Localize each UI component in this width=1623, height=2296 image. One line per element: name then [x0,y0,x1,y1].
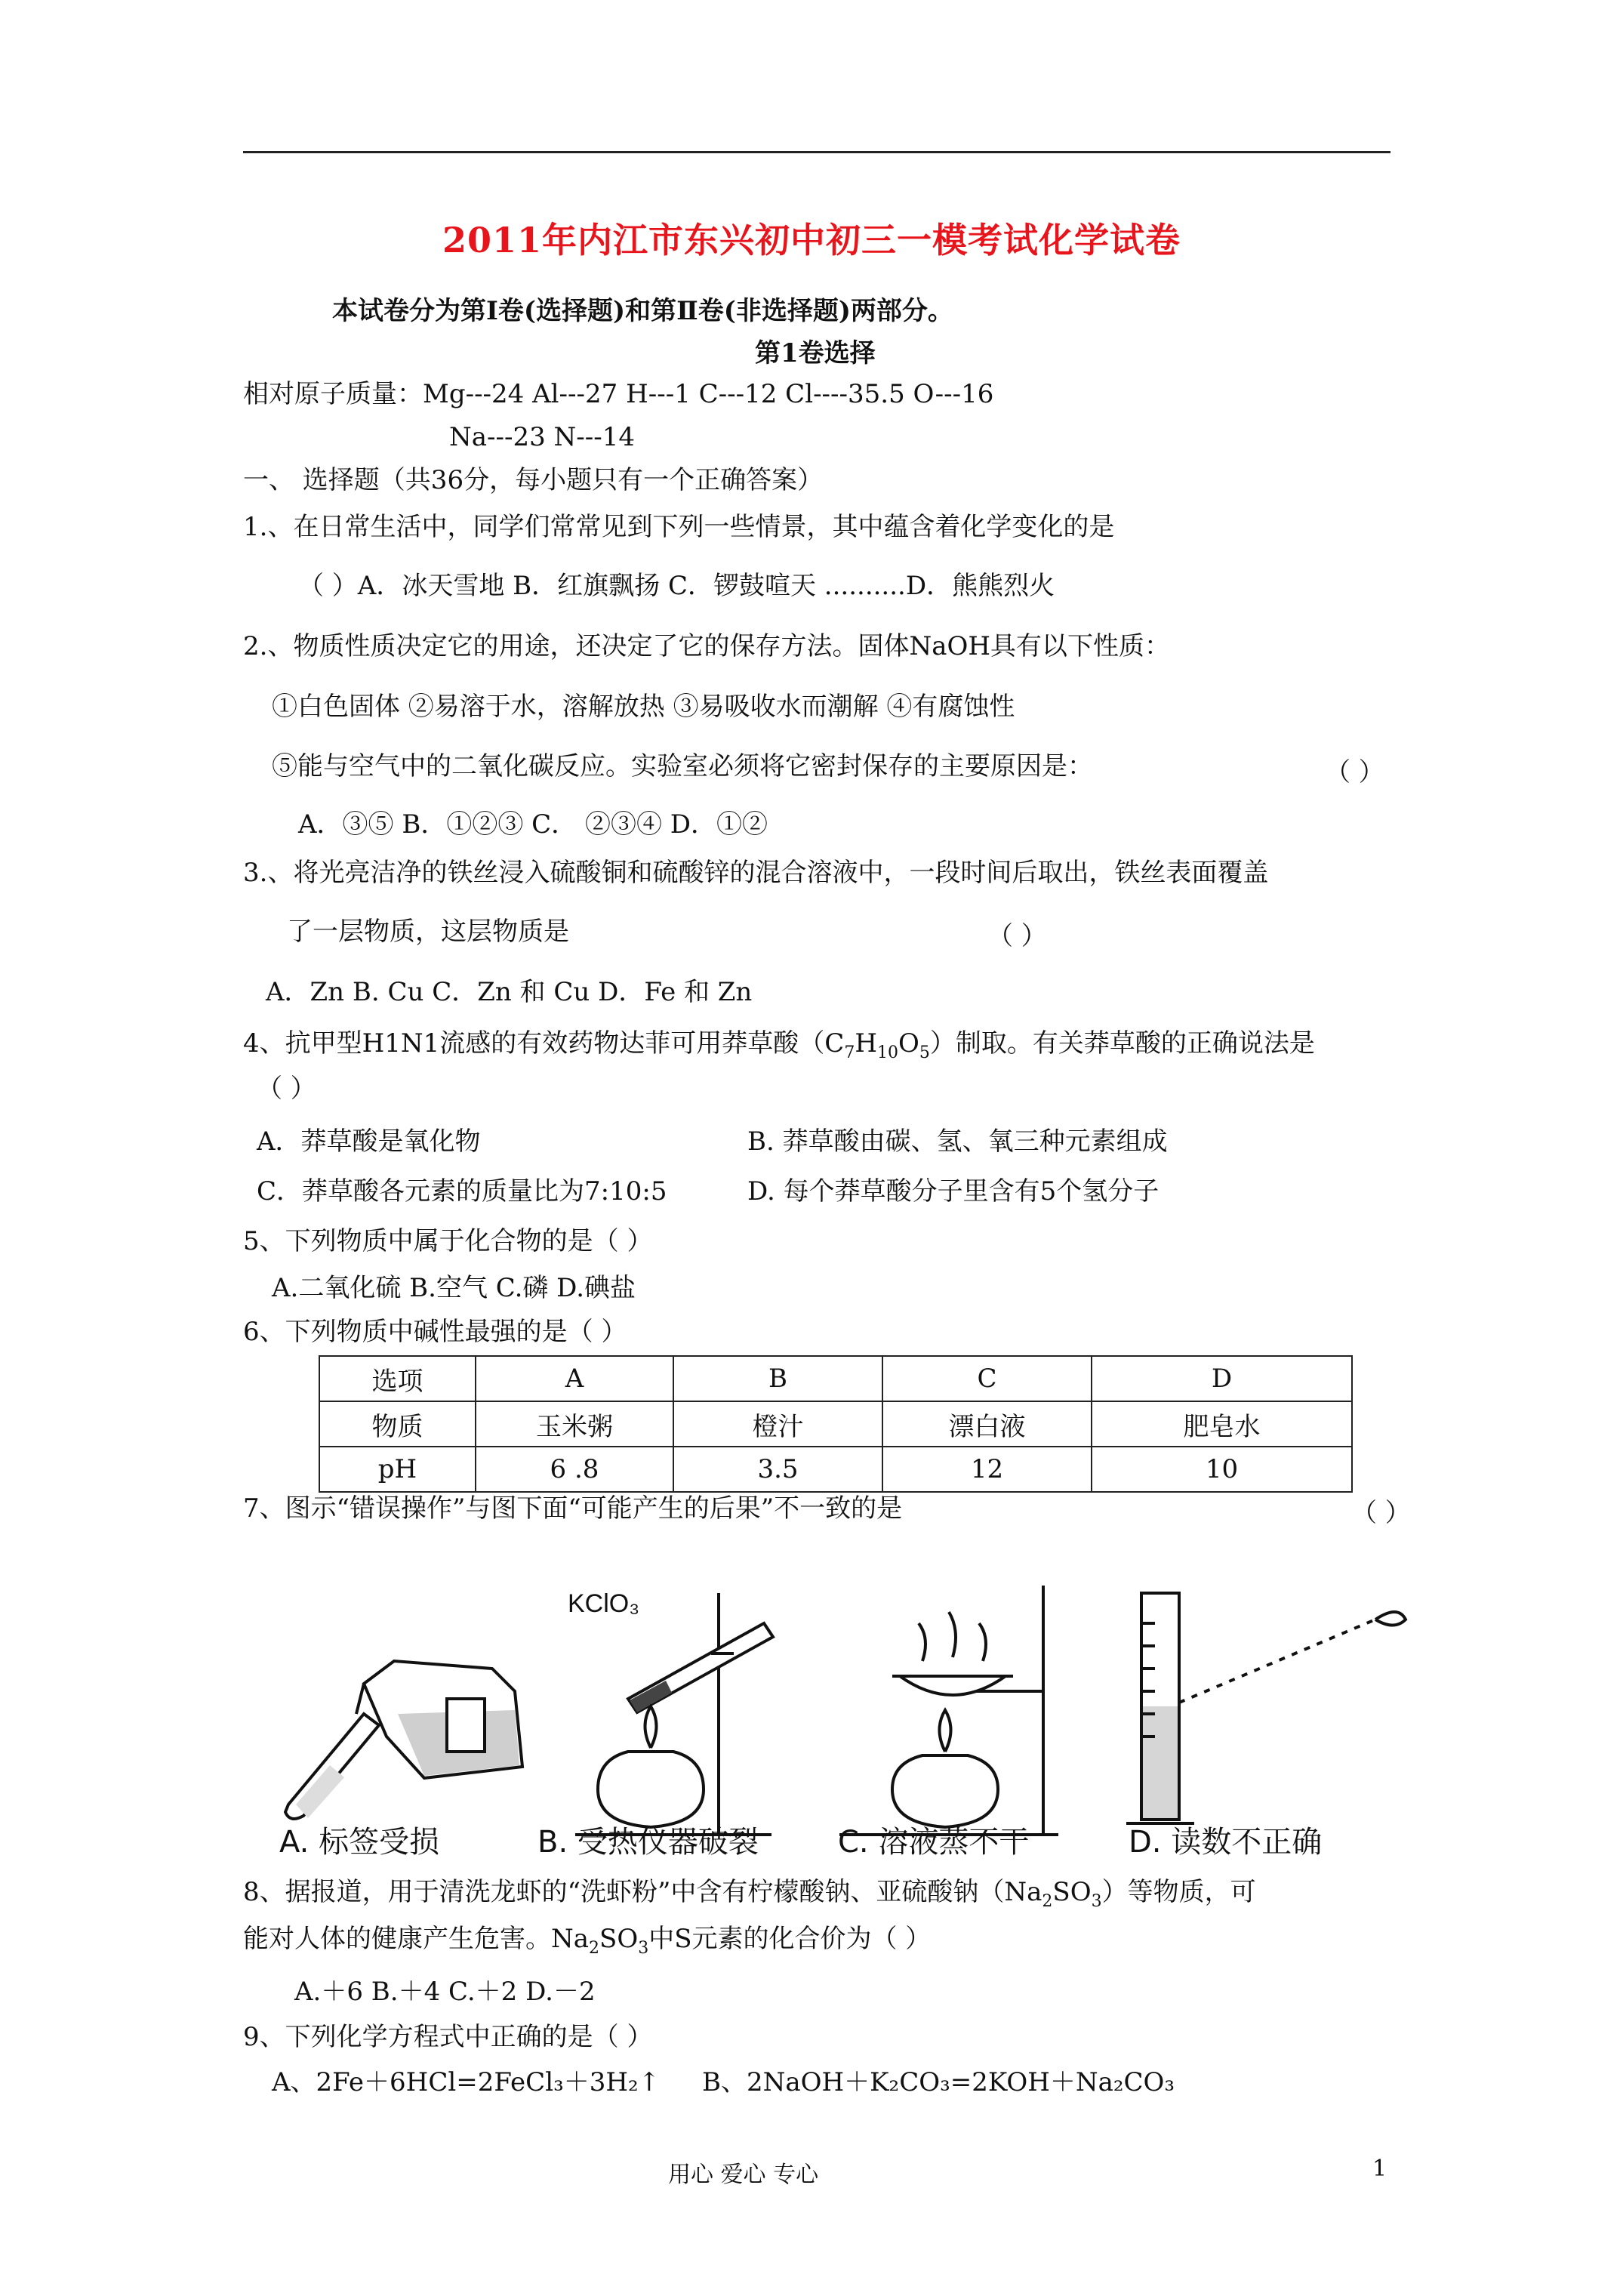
q8-options: A.＋6 B.＋4 C.＋2 D.－2 [294,1977,596,2007]
q7-caption-a: A. 标签受损 [279,1825,440,1860]
q7-caption-b: B. 受热仪器破裂 [537,1825,759,1860]
q8-stem-b: ）等物质，可 [1101,1877,1256,1907]
table-cell: D [1092,1356,1352,1401]
q8-sub-1: 2 [1042,1891,1053,1911]
q4-mid-2: O [898,1028,919,1059]
table-cell: 12 [882,1447,1092,1492]
table-row [319,1447,1352,1492]
table-cell: B [673,1356,882,1401]
q8-stem-a: 8、据报道，用于清洗龙虾的“洗虾粉”中含有柠檬酸钠、亚硫酸钠（Na [243,1877,1042,1907]
q4-sub-3: 5 [919,1043,930,1062]
table-cell: 橙汁 [673,1401,882,1447]
lab-operations-figure [243,1563,1428,1850]
q2-stem: 2.、物质性质决定它的用途，还决定了它的保存方法。固体NaOH具有以下性质： [243,631,1170,661]
header-rule [243,151,1390,153]
table-row [319,1356,1352,1401]
q8-stem2-b: 中S元素的化合价为（ ） [648,1924,932,1954]
table-cell: pH [319,1447,476,1492]
q4-sub-1: 7 [844,1043,855,1062]
table-row [319,1401,1352,1447]
q8-sub-2: 3 [1091,1891,1102,1911]
q8-stem [243,1875,1256,1918]
q2-answer-paren: （ ） [1325,757,1384,787]
atomic-masses-line1: 相对原子质量：Mg---24 Al---27 H---1 C---12 Cl----35.5 O---16 [243,379,994,409]
q5-stem: 5、下列物质中属于化合物的是（ ） [243,1226,653,1256]
q9-option-b: B、2NaOH＋K₂CO₃=2KOH＋Na₂CO₃ [702,2067,1175,2097]
q4-stem [243,1027,1315,1070]
ph-table [319,1355,1353,1493]
part-one-heading: 第1卷选择 [755,338,876,368]
q8-stem2-a: 能对人体的健康产生危害。Na [243,1924,590,1954]
q5-options: A.二氧化硫 B.空气 C.磷 D.碘盐 [272,1273,636,1303]
q2-properties-1: ①白色固体 ②易溶于水，溶解放热 ③易吸收水而潮解 ④有腐蚀性 [272,692,1015,722]
kclo3-label: KClO₃ [568,1589,640,1618]
q7-caption-c: C. 溶液蒸不干 [838,1825,1030,1860]
footer-motto: 用心 爱心 专心 [668,2162,819,2188]
evaporation-illustration [839,1586,1058,1835]
q3-options: A．Zn B. Cu C．Zn 和 Cu D．Fe 和 Zn [266,977,753,1007]
q4-option-c: C．莽草酸各元素的质量比为7:10:5 [257,1176,667,1207]
q3-stem-2: 了一层物质，这层物质是 [287,917,569,947]
q3-stem: 3.、将光亮洁净的铁丝浸入硫酸铜和硫酸锌的混合溶液中，一段时间后取出，铁丝表面覆盖 [243,858,1269,888]
q3-answer-paren: （ ） [987,921,1047,951]
exam-title: 2011年内江市东兴初中初三一模考试化学试卷 [442,220,1181,260]
q7-caption-d: D. 读数不正确 [1129,1825,1323,1860]
q4-sub-2: 10 [876,1043,898,1062]
table-cell: 选项 [319,1356,476,1401]
q9-option-a: A、2Fe＋6HCl=2FeCl₃＋3H₂↑ [272,2067,661,2097]
table-cell: C [882,1356,1092,1401]
q2-options: A．③⑤ B．①②③ C． ②③④ D．①② [298,809,768,840]
atomic-masses-line2: Na---23 N---14 [449,422,636,452]
page-number: 1 [1372,2156,1387,2182]
q9-stem: 9、下列化学方程式中正确的是（ ） [243,2022,653,2052]
table-cell: 10 [1092,1447,1352,1492]
table-cell: 物质 [319,1401,476,1447]
q7-answer-paren: （ ） [1351,1498,1411,1528]
q4-stem-b: ）制取。有关莽草酸的正确说法是 [929,1028,1315,1059]
q4-stem-a: 4、抗甲型H1N1流感的有效药物达菲可用莽草酸（C [243,1028,845,1059]
q4-mid-1: H [855,1028,877,1059]
q2-properties-2: ⑤能与空气中的二氧化碳反应。实验室必须将它密封保存的主要原因是： [272,751,1093,781]
q1-options: （ ）A．冰天雪地 B．红旗飘扬 C．锣鼓喧天 ..........D．熊熊烈火 [298,571,1055,601]
q8-sub-3: 2 [589,1938,600,1958]
cylinder-reading-illustration [1126,1593,1406,1823]
pouring-reagent-illustration [285,1661,522,1819]
q8-mid-2: SO [599,1924,639,1954]
q6-stem: 6、下列物质中碱性最强的是（ ） [243,1317,627,1347]
q4-option-d: D. 每个莽草酸分子里含有5个氢分子 [747,1176,1160,1207]
q8-mid-1: SO [1052,1877,1092,1907]
q7-stem: 7、图示“错误操作”与图下面“可能产生的后果”不一致的是 [243,1493,903,1524]
q4-option-a: A．莽草酸是氧化物 [257,1126,481,1157]
section-one-heading: 一、 选择题（共36分，每小题只有一个正确答案） [243,465,824,495]
q4-option-b: B. 莽草酸由碳、氢、氧三种元素组成 [747,1126,1168,1157]
table-cell: 3.5 [673,1447,882,1492]
table-cell: 肥皂水 [1092,1401,1352,1447]
intro-text: 本试卷分为第Ⅰ卷(选择题)和第Ⅱ卷(非选择题)两部分。 [332,296,953,326]
table-cell: A [476,1356,673,1401]
heating-kclo3-illustration [575,1593,773,1835]
q8-sub-4: 3 [638,1938,649,1958]
q1-stem: 1.、在日常生活中，同学们常常见到下列一些情景，其中蕴含着化学变化的是 [243,512,1115,542]
q4-answer-paren: （ ） [257,1074,316,1104]
table-cell: 玉米粥 [476,1401,673,1447]
q8-stem-2 [243,1922,931,1965]
table-cell: 漂白液 [882,1401,1092,1447]
table-cell: 6 .8 [476,1447,673,1492]
